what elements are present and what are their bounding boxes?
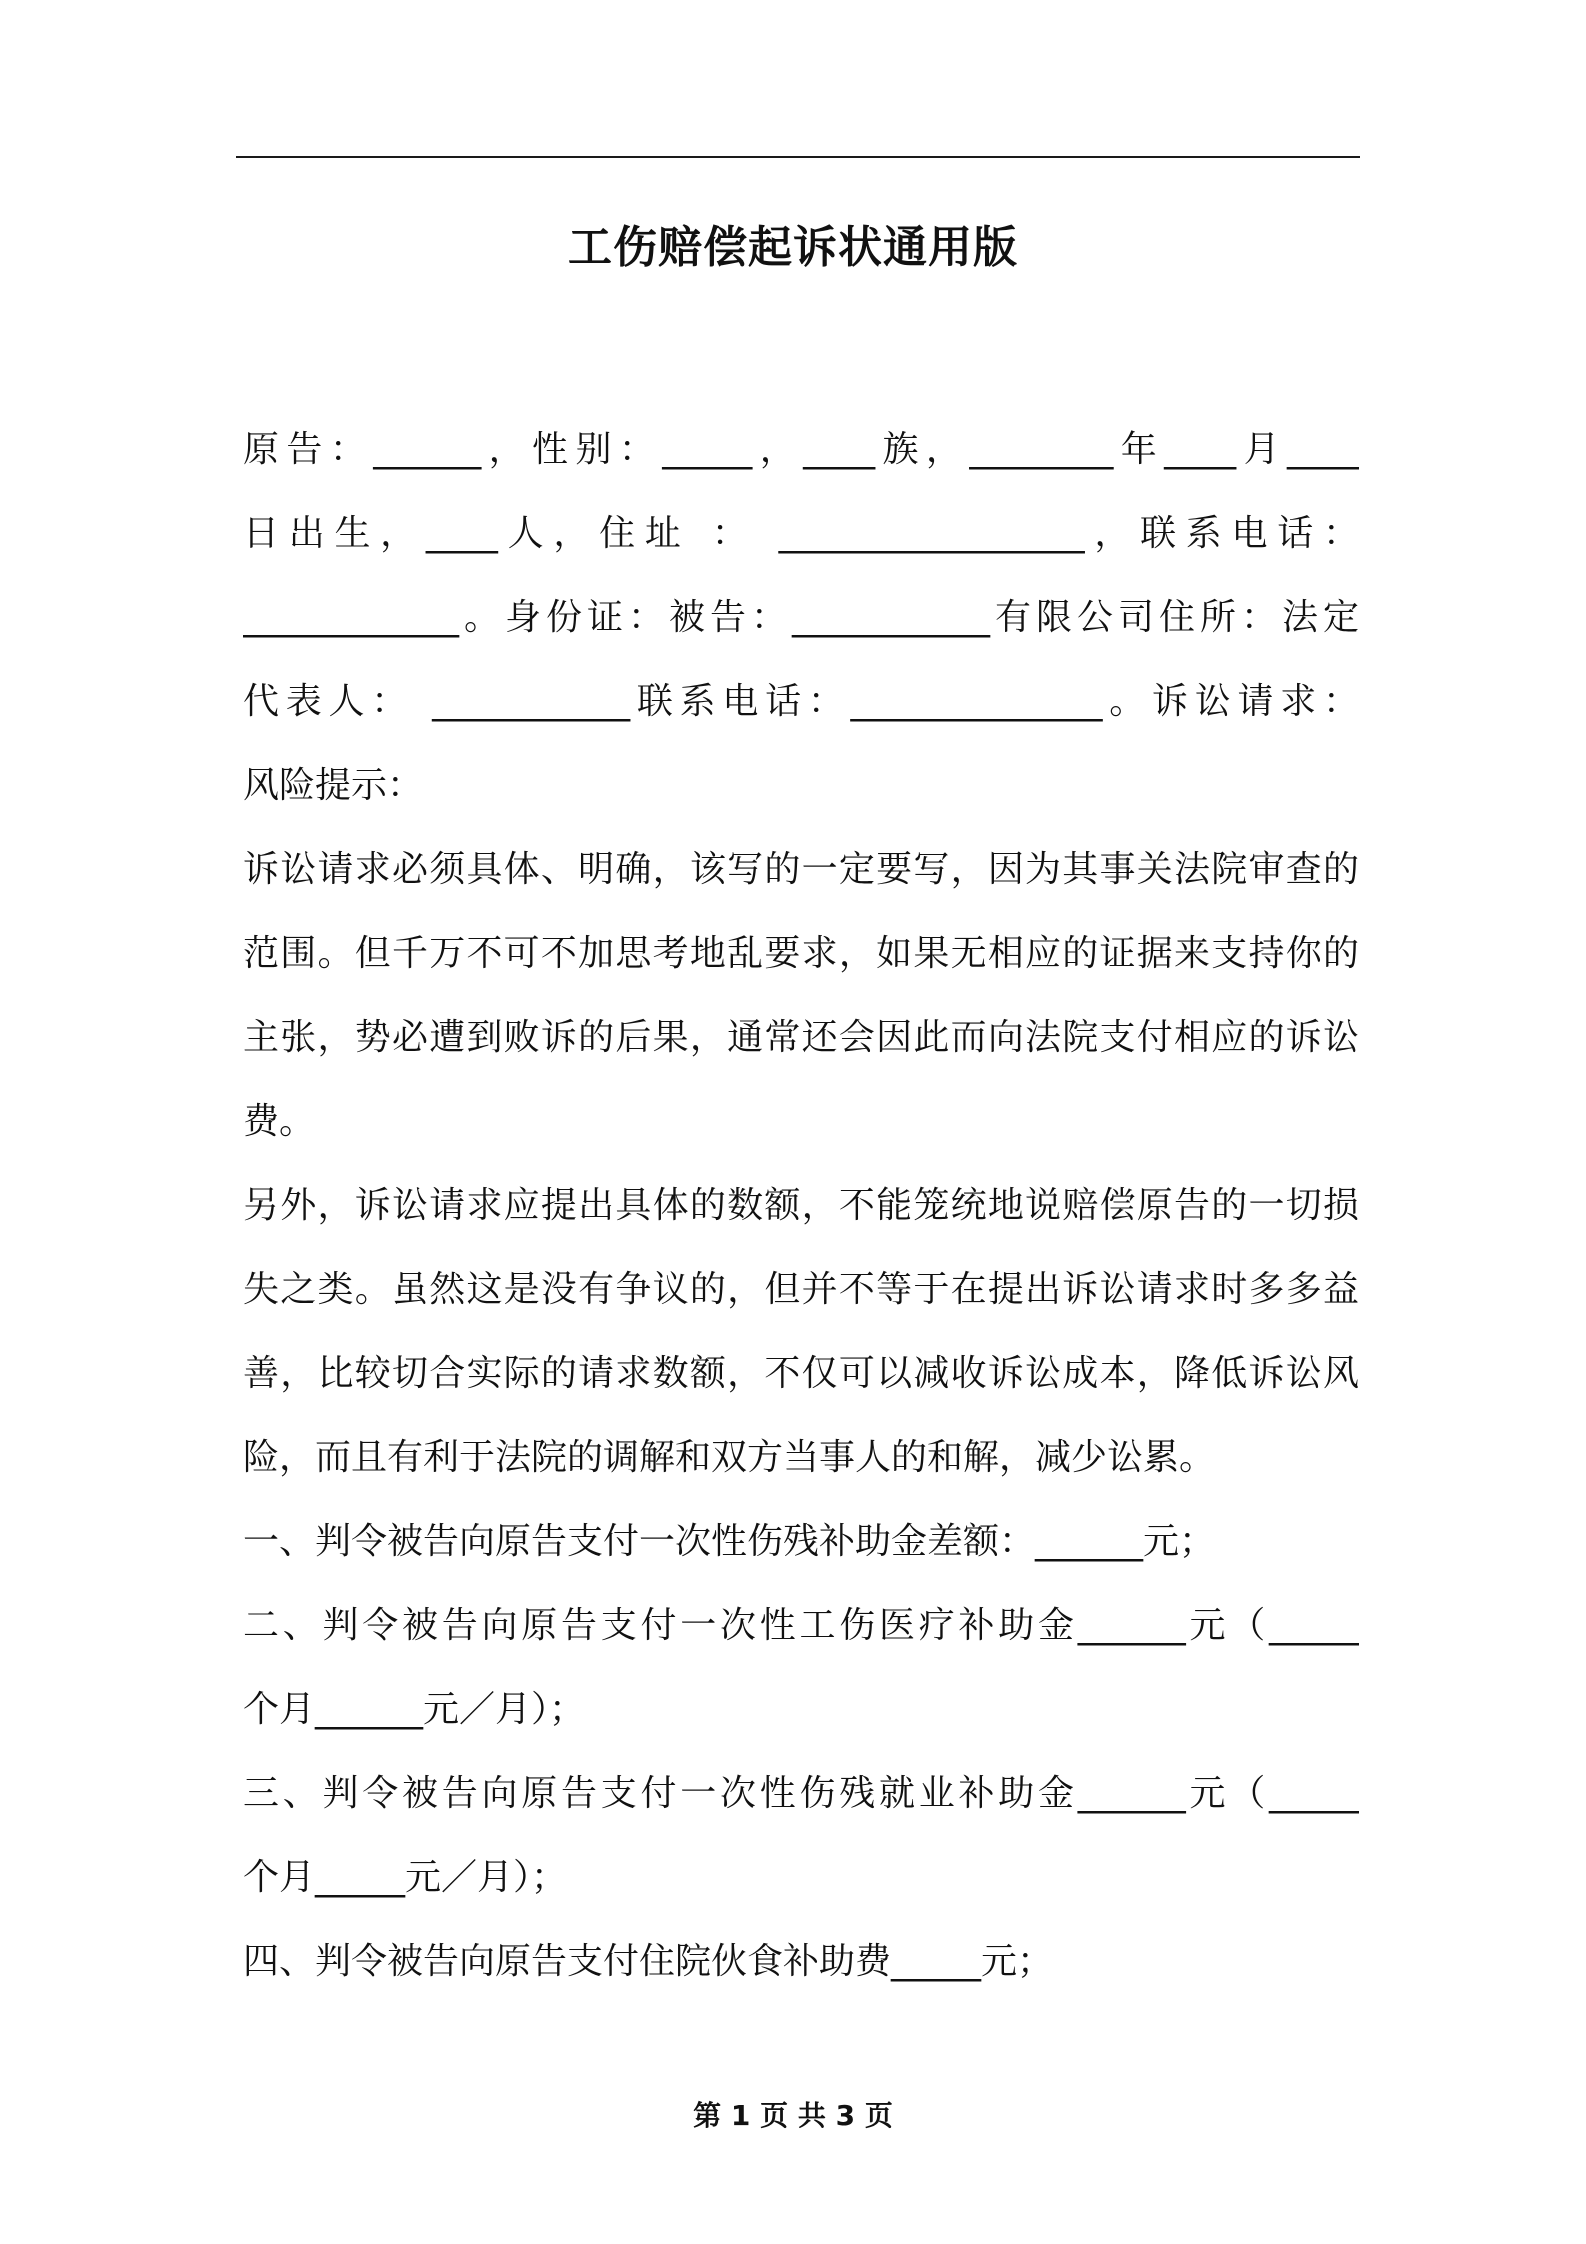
document-title: 工伤赔偿起诉状通用版: [568, 222, 1018, 273]
text-line: 二、判令被告向原告支付一次性工伤医疗补助金______元（_____: [243, 1605, 1359, 1646]
header-rule: [236, 156, 1360, 158]
text-line: 一、判令被告向原告支付一次性伤残补助金差额：______元；: [243, 1521, 1216, 1562]
text-line: 范围。但千万不可不加思考地乱要求，如果无相应的证据来支持你的: [243, 933, 1359, 974]
text-line: 风险提示：: [243, 765, 424, 806]
text-line: 诉讼请求必须具体、明确，该写的一定要写，因为其事关法院审查的: [243, 849, 1359, 890]
text-line: 原告：______，性别：_____，____族，________年____月____: [243, 429, 1359, 470]
text-line: 四、判令被告向原告支付住院伙食补助费_____元；: [243, 1941, 1054, 1982]
text-line: 另外，诉讼请求应提出具体的数额，不能笼统地说赔偿原告的一切损: [243, 1185, 1359, 1226]
text-line: 日出生，____人，住址 ： _________________，联系电话：: [243, 513, 1359, 554]
text-line: ____________。身份证：被告：___________有限公司住所：法定: [243, 597, 1359, 638]
text-line: 个月______元／月）；: [243, 1689, 586, 1730]
page-number: 第 1 页 共 3 页: [693, 2099, 893, 2132]
text-line: 代表人： ___________联系电话：______________。诉讼请求：: [243, 681, 1359, 722]
document-body: [243, 408, 1359, 2004]
text-line: 主张，势必遭到败诉的后果，通常还会因此而向法院支付相应的诉讼: [243, 1017, 1359, 1058]
text-line: 失之类。虽然这是没有争议的，但并不等于在提出诉讼请求时多多益: [243, 1269, 1359, 1310]
text-line: 费。: [243, 1101, 316, 1142]
text-line: 险，而且有利于法院的调解和双方当事人的和解，减少讼累。: [243, 1437, 1216, 1478]
text-line: 个月_____元／月）；: [243, 1857, 568, 1898]
text-line: 善，比较切合实际的请求数额，不仅可以减收诉讼成本，降低诉讼风: [243, 1353, 1359, 1394]
text-line: 三、判令被告向原告支付一次性伤残就业补助金______元（_____: [243, 1773, 1359, 1814]
